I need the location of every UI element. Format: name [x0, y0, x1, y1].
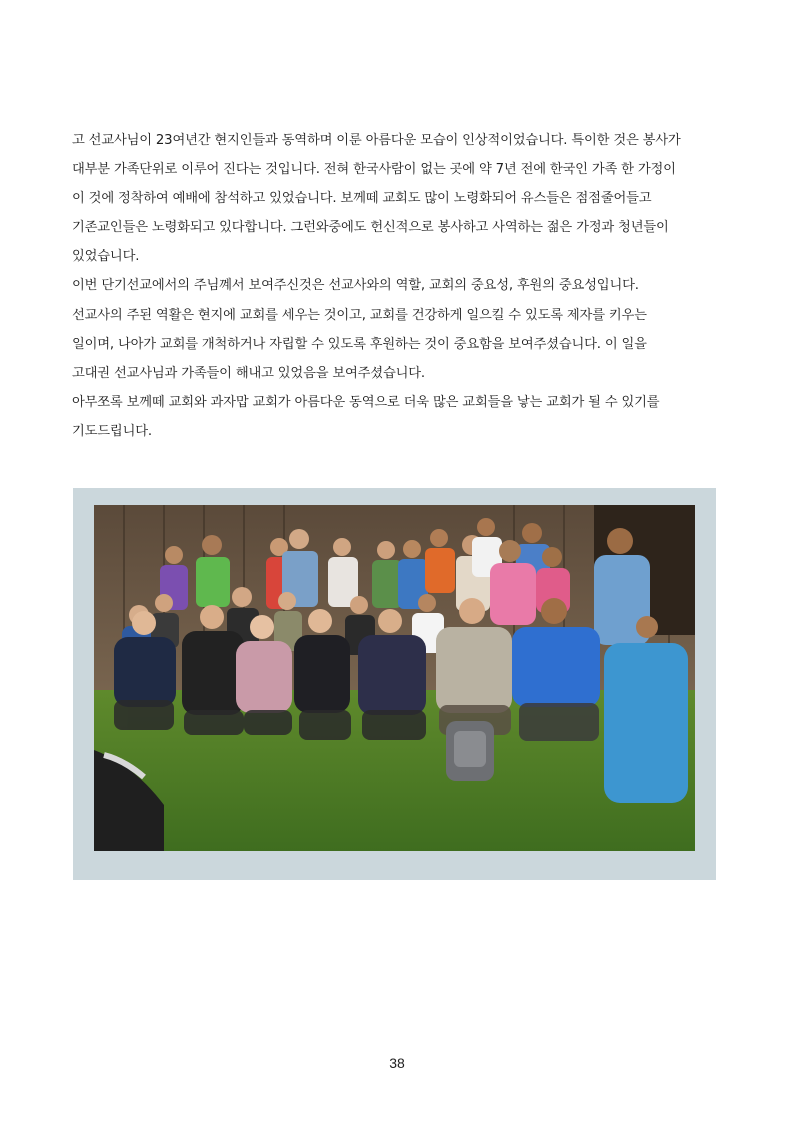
- group-photo: [94, 505, 695, 851]
- paragraph-line: 일이며, 나아가 교회를 개척하거나 자립할 수 있도록 후원하는 것이 중요함을 보여주셨습니다. 이 일을: [72, 336, 647, 352]
- page-number: 38: [389, 1055, 405, 1071]
- paragraph-line: 아무쪼록 보께떼 교회와 과자맙 교회가 아름다운 동역으로 더욱 많은 교회들을 낳는 교회가 될 수 있기를: [72, 394, 660, 410]
- paragraph-line: 고 선교사님이 23여년간 현지인들과 동역하며 이룬 아름다운 모습이 인상적이었습니다. 특이한 것은 봉사가: [72, 133, 681, 148]
- paragraph-line: 대부분 가족단위로 이루어 진다는 것입니다. 전혀 한국사람이 없는 곳에 약 7년 전에 한국인 가족 한 가정이: [72, 162, 676, 178]
- paragraph-line: 이 것에 정착하여 예배에 참석하고 있었습니다. 보께떼 교회도 많이 노령화되어 유스들은 점점줄어들고: [72, 191, 652, 207]
- paragraph-line: 기존교인들은 노령화되고 있다합니다. 그런와중에도 헌신적으로 봉사하고 사역하는 젊은 가정과 청년들이: [72, 220, 669, 236]
- paragraph-line: 기도드립니다.: [72, 423, 152, 439]
- group-photo-illustration: [94, 505, 695, 851]
- paragraph-line: 선교사의 주된 역활은 현지에 교회를 세우는 것이고, 교회를 건강하게 일으킬 수 있도록 제자를 키우는: [72, 307, 647, 323]
- body-text: [72, 126, 732, 446]
- paragraph-line: 있었습니다.: [72, 249, 140, 265]
- photo-frame: [73, 488, 716, 880]
- paragraph-line: 고대권 선교사님과 가족들이 해내고 있었음을 보여주셨습니다.: [72, 365, 425, 381]
- paragraph-line: 이번 단기선교에서의 주님꼐서 보여주신것은 선교사와의 역할, 교회의 중요성, 후원의 중요성입니다.: [72, 278, 639, 294]
